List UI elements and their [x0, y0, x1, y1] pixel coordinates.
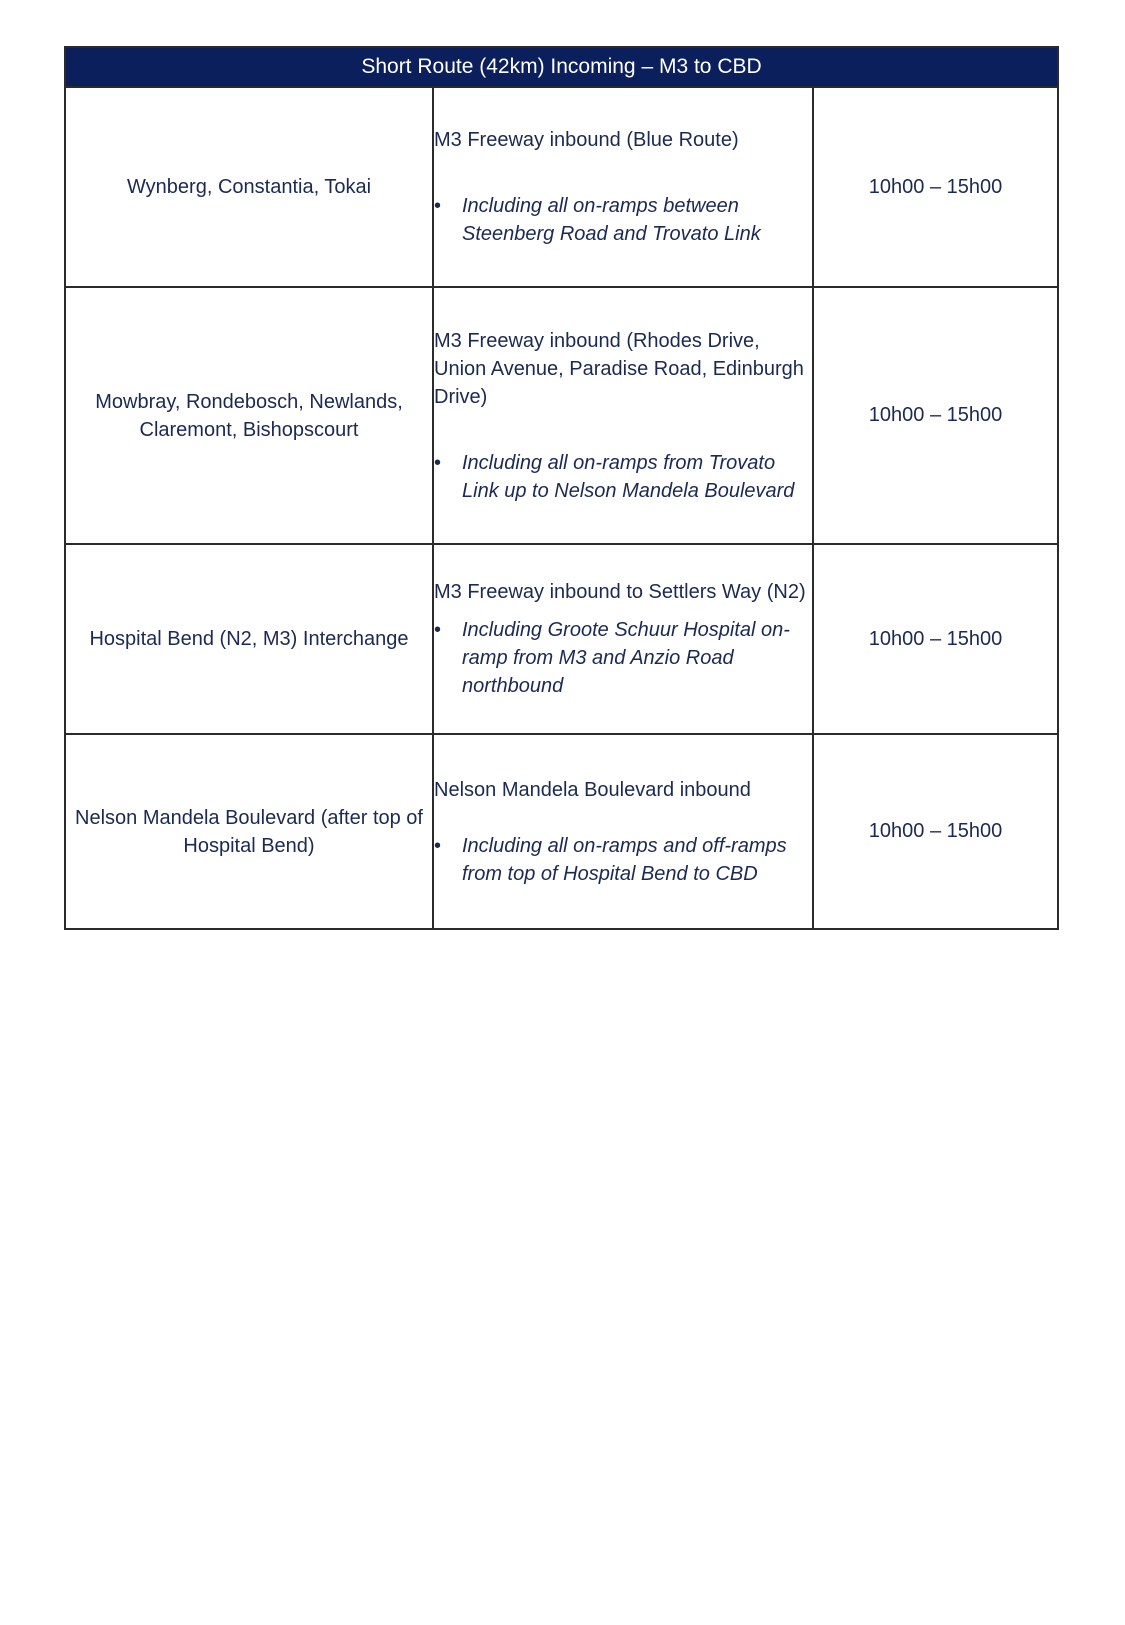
table-title: Short Route (42km) Incoming – M3 to CBD — [65, 47, 1058, 87]
area-cell: Mowbray, Rondebosch, Newlands, Claremont, Bishopscourt — [65, 287, 433, 544]
route-cell — [433, 287, 813, 544]
route-detail-text: Including all on-ramps between Steenberg Road and Trovato Link — [462, 195, 761, 245]
route-name: Nelson Mandela Boulevard inbound — [434, 778, 751, 801]
route-name: M3 Freeway inbound (Blue Route) — [434, 129, 739, 151]
route-name: M3 Freeway inbound to Settlers Way (N2) — [434, 581, 806, 603]
time-cell: 10h00 – 15h00 — [813, 734, 1058, 929]
time-cell: 10h00 – 15h00 — [813, 544, 1058, 734]
route-detail — [434, 449, 812, 505]
time-cell: 10h00 – 15h00 — [813, 287, 1058, 544]
time-cell: 10h00 – 15h00 — [813, 87, 1058, 287]
route-cell — [433, 734, 813, 929]
area-cell: Nelson Mandela Boulevard (after top of Hospital Bend) — [65, 734, 433, 929]
short-route-table — [64, 46, 1059, 930]
bullet-icon: • — [434, 451, 442, 474]
table-row — [65, 87, 1058, 287]
route-detail-text: Including Groote Schuur Hospital on-ramp from M3 and Anzio Road northbound — [462, 619, 790, 697]
table-row — [65, 734, 1058, 929]
table-row — [65, 544, 1058, 734]
area-cell: Hospital Bend (N2, M3) Interchange — [65, 544, 433, 734]
table-row — [65, 287, 1058, 544]
route-detail-text: Including all on-ramps and off-ramps from top of Hospital Bend to CBD — [462, 834, 787, 885]
bullet-icon: • — [434, 619, 442, 641]
route-cell — [433, 87, 813, 287]
bullet-icon: • — [434, 834, 442, 857]
route-name: M3 Freeway inbound (Rhodes Drive, Union Avenue, Paradise Road, Edinburgh Drive) — [434, 329, 804, 408]
route-detail-text: Including all on-ramps from Trovato Link up to Nelson Mandela Boulevard — [462, 451, 795, 502]
route-detail — [434, 616, 812, 700]
area-cell: Wynberg, Constantia, Tokai — [65, 87, 433, 287]
route-cell — [433, 544, 813, 734]
route-detail — [434, 832, 812, 888]
route-detail — [434, 192, 812, 248]
bullet-icon: • — [434, 195, 442, 217]
table-title-row — [65, 47, 1058, 87]
